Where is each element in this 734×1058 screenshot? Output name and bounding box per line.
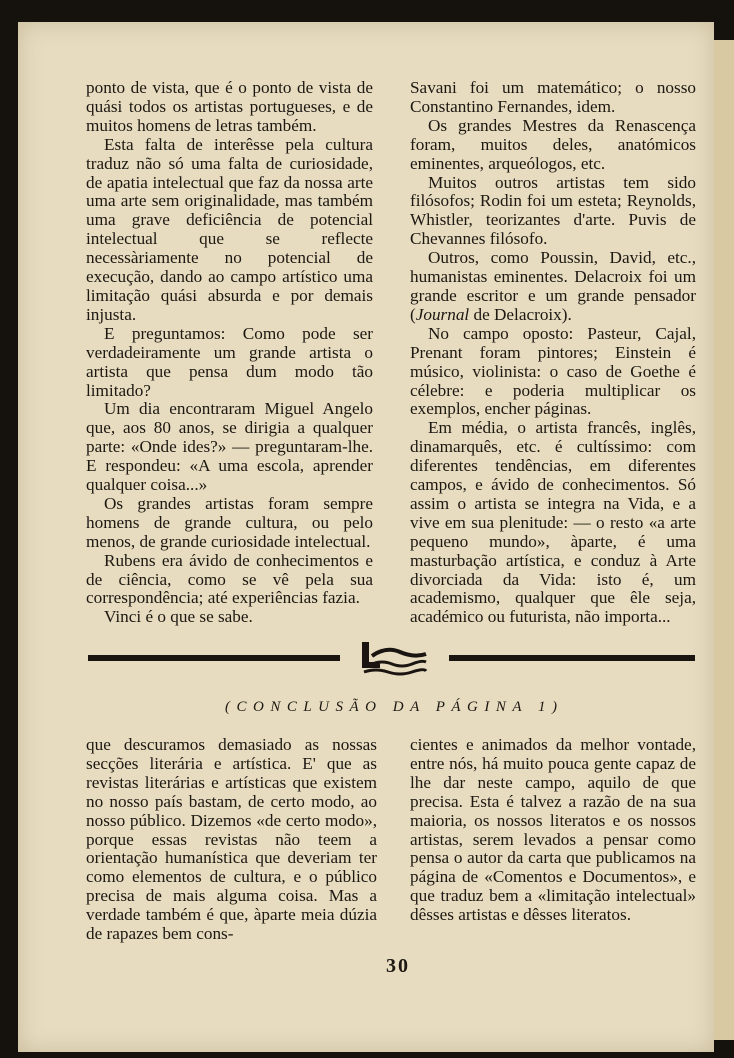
paragraph: Um dia encontraram Miguel Angelo que, aos 80 anos, se dirigia a qualquer parte: «Onde ides?» — preguntaram-lhe. E respondeu: «A uma escola, aprender qualquer coisa...» xyxy=(86,399,373,495)
divider-left xyxy=(88,655,340,661)
column-1 xyxy=(86,79,373,627)
page-number: 30 xyxy=(386,955,410,977)
divider-right xyxy=(449,655,695,661)
paragraph: ponto de vista, que é o ponto de vista de quási todos os artistas portugueses, e de muitos homens de letras também. xyxy=(86,78,373,135)
journal-title: Journal xyxy=(415,304,470,324)
paragraph: Muitos outros artistas tem sido filósofos; Rodin foi um esteta; Reynolds, Whistler, teorizantes d'arte. Puvis de Chevannes filósofo. xyxy=(410,172,696,249)
waves-ornament-icon xyxy=(360,640,428,676)
text-run: Outros, como Poussin, David, etc., humanistas eminentes. Delacroix foi um grande escritor e um grande pensador ( xyxy=(410,248,696,324)
paragraph: No campo oposto: Pasteur, Cajal, Prenant foram pintores; Einstein é músico, violinista: o caso de Goethe é célebre: e poderia multiplicar os exemplos, encher páginas. xyxy=(410,323,696,419)
paragraph: Savani foi um matemático; o nosso Constantino Fernandes, idem. xyxy=(410,78,696,116)
paragraph xyxy=(410,249,696,325)
column-2 xyxy=(410,79,696,627)
paragraph: Em média, o artista francês, inglês, dinamarquês, etc. é cultíssimo: com diferentes tendências, em diferentes campos, e ávido de conhecimentos. Só assim o artista se integra na Vida, e a vive em sua plenitude: — o resto «a arte pequeno mundo», àparte, é uma masturbação artística, e conduz à Arte divorciada da Vida: isto é, um academismo, qualquer que êle seja, académico ou futurista, não importa... xyxy=(410,418,696,627)
paragraph: E preguntamos: Como pode ser verdadeiramente um grande artista o artista que pensa dum modo tão limitado? xyxy=(86,323,373,400)
paragraph: Vinci é o que se sabe. xyxy=(104,607,253,627)
paragraph: Rubens era ávido de conhecimentos e de ciência, como se vê pela sua correspondência; até experiências fazia. xyxy=(86,550,373,608)
paragraph: Os grandes artistas foram sempre homens de grande cultura, ou pelo menos, de grande curiosidade intelectual. xyxy=(86,493,373,551)
column-4 xyxy=(410,736,696,925)
paragraph: cientes e animados da melhor vontade, entre nós, há muito pouca gente capaz de lhe dar neste campo, aquilo de que precisa. Esta é talvez a razão de na sua maioria, os nossos literatos e os nossos artistas, serem levados a pensar como pensa o autor da carta que publicamos na página de «Comentos e Documentos», e que traduz bem a «limitação intelectual» dêsses artistas e dêsses literatos. xyxy=(410,735,696,925)
paragraph: que descuramos demasiado as nossas secções literária e artística. E' que as revistas literárias e artísticas que existem no nosso país bastam, de certo modo, ao nosso público. Dizemos «de certo modo», porque essas revistas não teem a orientação humanística que deveriam ter como elementos de cultura, e o público precisa de mais alguma coisa. Mas a verdade também é que, àparte meia dúzia de rapazes bem cons- xyxy=(86,735,377,944)
paragraph: Esta falta de interêsse pela cultura traduz não só uma falta de curiosidade, de apatia intelectual que faz da nossa arte uma arte sem originalidade, mas também uma grave deficiência de potencial intelectual que se reflecte necessàriamente no potencial de execução, dando ao campo artístico uma limitação quási absurda e por demais injusta. xyxy=(86,134,373,324)
paragraph: Os grandes Mestres da Renascença foram, muitos deles, anatómicos eminentes, arqueólogos, etc. xyxy=(410,115,696,173)
continuation-label: (CONCLUSÃO DA PÁGINA 1) xyxy=(225,699,564,715)
next-page-edge xyxy=(714,40,734,1040)
text-run: de Delacroix). xyxy=(469,304,572,324)
column-3 xyxy=(86,736,377,944)
